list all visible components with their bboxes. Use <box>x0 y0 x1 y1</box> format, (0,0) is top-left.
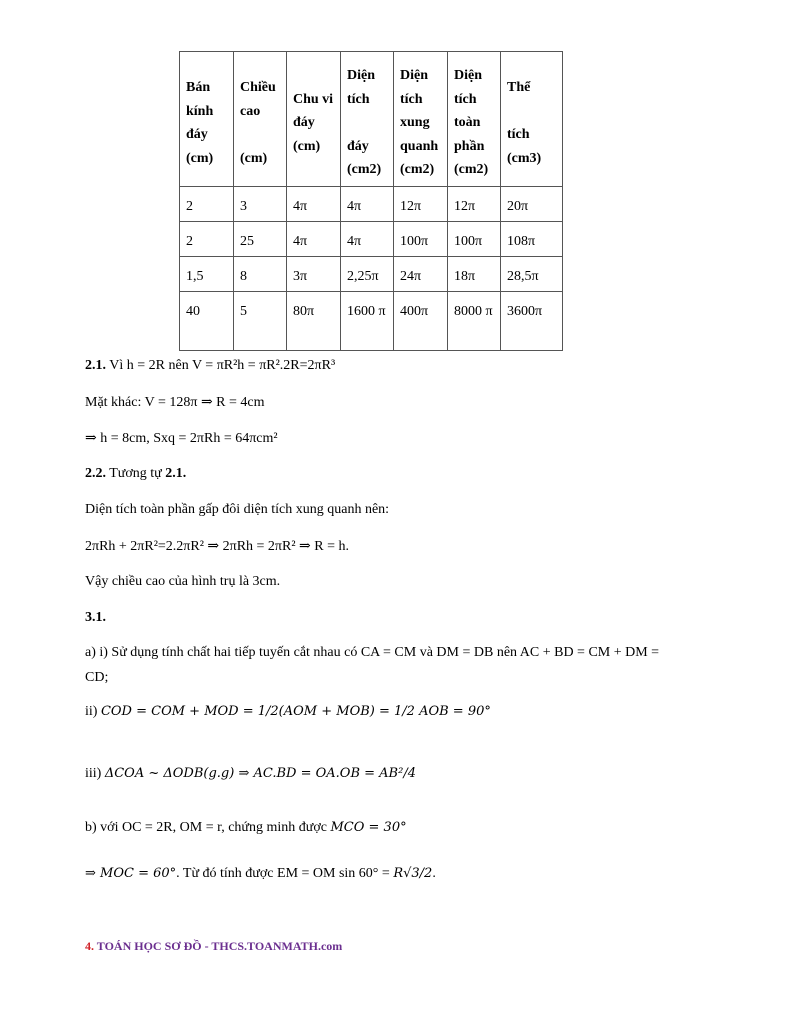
table-cell: 4π <box>287 222 341 257</box>
table-cell: 3600π <box>501 292 563 351</box>
table-cell: 3π <box>287 257 341 292</box>
table-cell: 2 <box>180 222 234 257</box>
table-row <box>180 257 563 292</box>
table-cell: 4π <box>341 187 394 222</box>
line-3-1: 3.1. <box>85 610 106 625</box>
table-cell: 28,5π <box>501 257 563 292</box>
table-cell: 40 <box>180 292 234 351</box>
table-header-cell: Chiều cao (cm) <box>234 52 287 187</box>
line-2-2: 2.2. Tương tự 2.1. <box>85 466 187 481</box>
page-number: 4. <box>85 939 94 953</box>
angle-mco: MCO = 30° <box>330 820 407 835</box>
similar-triangles-formula: ΔCOA ~ ΔODB(g.g) ⇒ AC.BD = OA.OB = AB²/4 <box>104 766 416 781</box>
table-cell: 5 <box>234 292 287 351</box>
table-row <box>180 292 563 351</box>
line-cd: CD; <box>85 670 109 685</box>
table-cell: 2,25π <box>341 257 394 292</box>
table-cell: 1,5 <box>180 257 234 292</box>
line-part-a: a) i) Sử dụng tính chất hai tiếp tuyến cắt nhau có CA = CM và DM = DB nên AC + BD = CM + DM = <box>85 645 660 660</box>
table-cell: 18π <box>448 257 501 292</box>
table-cell: 8 <box>234 257 287 292</box>
table-cell: 3 <box>234 187 287 222</box>
line-part-iii: iii) ΔCOA ~ ΔODB(g.g) ⇒ AC.BD = OA.OB = AB²/4 <box>85 766 416 781</box>
line-sxq: ⇒ h = 8cm, Sxq = 2πRh = 64πcm² <box>85 431 278 446</box>
line-part-b: b) với OC = 2R, OM = r, chứng minh được MCO = 30° <box>85 820 407 835</box>
table-header-cell: Diện tích xung quanh (cm2) <box>394 52 448 187</box>
line-2-1: 2.1. Vì h = 2R nên V = πR²h = πR².2R=2πR³ <box>85 358 336 373</box>
table-cell: 25 <box>234 222 287 257</box>
cylinder-table <box>179 51 563 351</box>
line-dien-tich: Diện tích toàn phần gấp đôi diện tích xung quanh nên: <box>85 502 390 517</box>
table-header-cell: Diện tích toàn phần (cm2) <box>448 52 501 187</box>
line-em: ⇒ MOC = 60°. Từ đó tính được EM = OM sin 60° = R√3/2. <box>85 866 436 881</box>
angle-sum-formula: COD = COM + MOD = 1/2(AOM + MOB) = 1/2 AOB = 90° <box>100 704 491 719</box>
table-cell: 2 <box>180 187 234 222</box>
page-footer <box>85 939 342 954</box>
table-cell: 400π <box>394 292 448 351</box>
table-cell: 100π <box>394 222 448 257</box>
em-fraction: R√3/2 <box>393 866 433 881</box>
table-header-cell: Bán kính đáy (cm) <box>180 52 234 187</box>
table-cell: 12π <box>448 187 501 222</box>
table-cell: 24π <box>394 257 448 292</box>
table-row <box>180 187 563 222</box>
line-mat-khac: Mặt khác: V = 128π ⇒ R = 4cm <box>85 395 265 410</box>
footer-text: TOÁN HỌC SƠ ĐỒ - THCS.TOANMATH.com <box>96 939 343 953</box>
table-cell: 4π <box>341 222 394 257</box>
line-equation: 2πRh + 2πR²=2.2πR² ⇒ 2πRh = 2πR² ⇒ R = h. <box>85 539 350 554</box>
table-header-cell: Diện tích đáy (cm2) <box>341 52 394 187</box>
table-cell: 20π <box>501 187 563 222</box>
table-header-row <box>180 52 563 187</box>
table-cell: 100π <box>448 222 501 257</box>
table-cell: 108π <box>501 222 563 257</box>
angle-moc: ⇒ MOC = 60° <box>85 866 177 881</box>
line-conclusion: Vậy chiều cao của hình trụ là 3cm. <box>85 574 281 589</box>
table-header-cell: Chu vi đáy (cm) <box>287 52 341 187</box>
table-cell: 80π <box>287 292 341 351</box>
table-cell: 4π <box>287 187 341 222</box>
table-header-cell: Thể tích (cm3) <box>501 52 563 187</box>
table-cell: 1600 π <box>341 292 394 351</box>
line-part-ii: ii) COD = COM + MOD = 1/2(AOM + MOB) = 1/2 AOB = 90° <box>85 704 491 719</box>
table-cell: 8000 π <box>448 292 501 351</box>
table-row <box>180 222 563 257</box>
table-cell: 12π <box>394 187 448 222</box>
